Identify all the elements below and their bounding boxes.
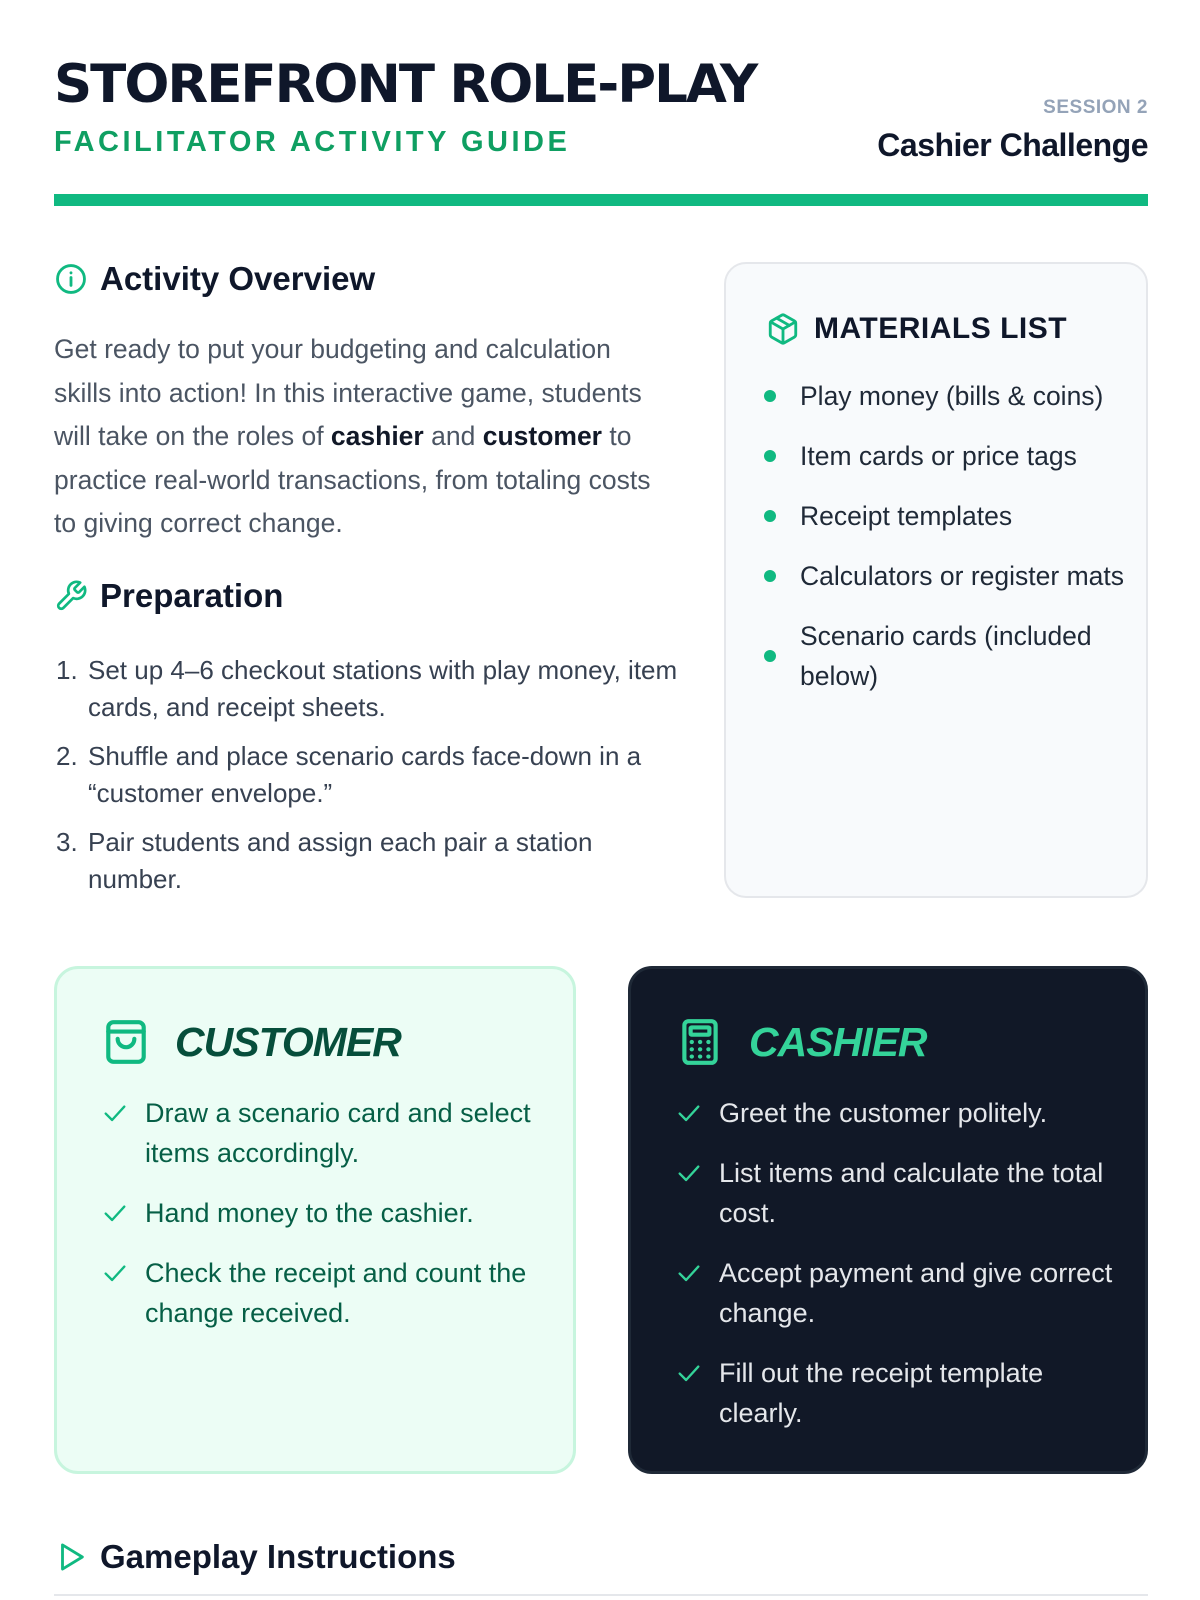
task-text: Fill out the receipt template clearly. — [719, 1358, 1044, 1428]
step-text: Shuffle and place scenario cards face-down in a “customer envelope.” — [88, 741, 642, 808]
list-item — [101, 1093, 541, 1173]
task-text: Check the receipt and count the change received. — [145, 1258, 527, 1328]
page-subtitle: FACILITATOR ACTIVITY GUIDE — [54, 126, 571, 158]
gameplay-heading-label: Gameplay Instructions — [100, 1538, 456, 1575]
task-text: Hand money to the cashier. — [145, 1198, 474, 1228]
check-icon — [675, 1259, 703, 1287]
package-icon — [766, 312, 800, 346]
check-icon — [101, 1259, 129, 1287]
overview-text-part: and — [423, 421, 483, 451]
overview-heading — [54, 260, 375, 298]
list-item — [54, 652, 684, 726]
list-item — [764, 616, 1124, 696]
info-circle-icon — [54, 262, 88, 296]
session-label: SESSION 2 — [1043, 97, 1148, 118]
customer-role-card — [54, 966, 576, 1474]
section-divider — [54, 1594, 1148, 1596]
overview-text-part: to practice real-world transactions, from totaling costs to giving correct change. — [54, 421, 651, 538]
preparation-steps — [54, 652, 684, 910]
task-text: List items and calculate the total cost. — [719, 1158, 1104, 1228]
task-text: Greet the customer politely. — [719, 1098, 1048, 1128]
step-text: Pair students and assign each pair a station number. — [88, 827, 593, 894]
list-item — [101, 1193, 541, 1233]
material-text: Receipt templates — [800, 501, 1013, 531]
page-title: STOREFRONT ROLE-PLAY — [54, 54, 757, 115]
list-item — [675, 1253, 1115, 1333]
task-text: Draw a scenario card and select items accordingly. — [145, 1098, 531, 1168]
check-icon — [675, 1099, 703, 1127]
material-text: Scenario cards (included below) — [800, 621, 1092, 691]
activity-guide-page — [54, 0, 1148, 1575]
list-item — [764, 436, 1124, 476]
list-item — [675, 1353, 1115, 1433]
task-text: Accept payment and give correct change. — [719, 1258, 1113, 1328]
list-item — [764, 496, 1124, 536]
material-text: Item cards or price tags — [800, 441, 1077, 471]
bullet-dot — [764, 570, 776, 582]
list-item — [675, 1153, 1115, 1233]
customer-heading-label: CUSTOMER — [175, 1018, 401, 1065]
cashier-heading-label: CASHIER — [749, 1018, 927, 1065]
list-item — [101, 1253, 541, 1333]
list-item — [764, 376, 1124, 416]
materials-heading-label: MATERIALS LIST — [814, 312, 1068, 345]
step-number: 3. — [56, 827, 78, 857]
gameplay-heading — [54, 1538, 456, 1576]
step-number: 1. — [56, 655, 78, 685]
list-item — [54, 738, 684, 812]
materials-list — [764, 376, 1124, 716]
step-number: 2. — [56, 741, 78, 771]
material-text: Play money (bills & coins) — [800, 381, 1104, 411]
overview-text-part: Get ready to put your budgeting and calculation skills into action! In this interactive game, students will take on the roles of — [54, 334, 642, 451]
cashier-role-card — [628, 966, 1148, 1474]
overview-bold-customer: customer — [482, 421, 602, 451]
wrench-icon — [54, 579, 88, 613]
page-header — [54, 0, 1148, 210]
session-name: Cashier Challenge — [877, 127, 1148, 163]
materials-heading — [766, 312, 1067, 346]
cashier-heading — [675, 1017, 927, 1067]
check-icon — [101, 1199, 129, 1227]
check-icon — [675, 1359, 703, 1387]
bullet-dot — [764, 390, 776, 402]
cashier-task-list — [675, 1093, 1115, 1453]
header-divider — [54, 194, 1148, 206]
material-text: Calculators or register mats — [800, 561, 1124, 591]
bullet-dot — [764, 650, 776, 662]
overview-heading-label: Activity Overview — [100, 260, 376, 297]
preparation-heading-label: Preparation — [100, 577, 284, 614]
customer-heading — [101, 1017, 401, 1067]
calculator-icon — [675, 1017, 725, 1067]
overview-paragraph — [54, 328, 674, 546]
bullet-dot — [764, 450, 776, 462]
check-icon — [675, 1159, 703, 1187]
check-icon — [101, 1099, 129, 1127]
preparation-heading — [54, 577, 283, 615]
list-item — [675, 1093, 1115, 1133]
shopping-bag-icon — [101, 1017, 151, 1067]
bullet-dot — [764, 510, 776, 522]
list-item — [54, 824, 684, 898]
customer-task-list — [101, 1093, 541, 1353]
step-text: Set up 4–6 checkout stations with play money, item cards, and receipt sheets. — [88, 655, 678, 722]
list-item — [764, 556, 1124, 596]
overview-bold-cashier: cashier — [330, 421, 424, 451]
materials-card — [724, 262, 1148, 898]
play-icon — [54, 1540, 88, 1574]
